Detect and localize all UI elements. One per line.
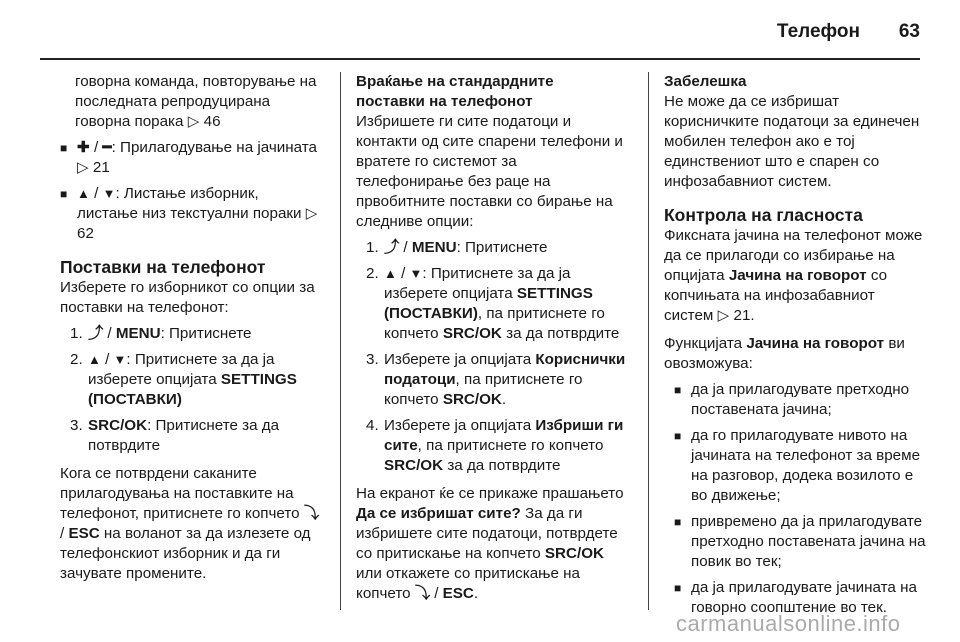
down-arrow-icon: ▼ [409,266,423,281]
page-ref-icon: ▷ [717,307,730,324]
bullet-icon: ■ [60,187,68,201]
column-right [664,72,926,618]
up-arrow-icon: ▲ [384,266,397,281]
list-item: ■ да го прилагодувате нивото на јачината на телефонот за време на разговор, додека возилото е во движење; [674,427,921,504]
paragraph: Изберете го изборникот со опции за поставки на телефонот: [60,279,315,316]
page-ref-icon: ▷ [305,205,318,222]
hang-up-icon: ⤵ [303,505,320,522]
page-number: 63 [898,21,920,42]
bullet-icon: ■ [674,515,682,529]
list-item: 3. SRC/OK: Притиснете за да потврдите [70,417,280,454]
column-left [60,72,322,584]
page-ref-icon: ▷ [187,113,200,130]
column-middle [356,72,626,604]
list-item: ■ да ја прилагодувате претходно поставената јачина; [674,381,910,418]
note-title: Забелешка [664,73,747,90]
phone-icon: ⤴ [88,325,104,342]
paragraph: Функцијата Јачина на говорот ви овозможува: [664,335,905,372]
bullet-icon: ■ [674,383,682,397]
list-item: ■ ✚ / ━: Прилагодување на јачината ▷ 21 [60,139,317,176]
section-heading: Контрола на гласноста [664,205,863,225]
paragraph: говорна команда, повторување на последната репродуцирана говорна порака ▷ 46 [75,73,317,130]
list-item: 3. Изберете ја опцијата Кориснички податоци, па притиснете го копчето SRC/OK. [366,351,626,408]
bullet-icon: ■ [674,581,682,595]
plus-icon: ✚ [77,139,90,156]
list-item: 1. ⤴ / MENU: Притиснете [70,325,252,342]
hang-up-icon: ⤵ [414,585,430,602]
page-ref-icon: ▷ [77,159,89,176]
section-heading: Поставки на телефонот [60,257,266,277]
paragraph: На екранот ќе се прикаже прашањето Да се избришат сите? За да ги избришете сите податоци, потврдете со притискање на копчето SRC/OK или откажете со притискање на копчето ⤵ / ESC. [356,485,624,602]
header-divider [40,58,920,60]
list-item: 2. ▲ / ▼: Притиснете за да ја изберете опцијата SETTINGS (ПОСТАВКИ), па притиснете го копчето SRC/OK за да потврдите [366,265,620,342]
up-arrow-icon: ▲ [77,186,90,201]
list-item: ■ ▲ / ▼: Листање изборник, листање низ текстуални пораки ▷ 62 [60,185,318,242]
list-item: 4. Изберете ја опцијата Избриши ги сите, па притиснете го копчето SRC/OK за да потврдите [366,417,624,474]
paragraph: Кога се потврдени саканите прилагодувања на поставките на телефонот, притиснете го копчето ⤵ / ESC на воланот за да излезете од телефонскиот изборник и да ги зачувате промените. [60,465,320,582]
note-text: Не може да се избришат корисничките податоци за единечен мобилен телефон ако е тој единствениот што е спарен со инфозабавниот систем. [664,93,920,190]
paragraph: Избришете ги сите податоци и контакти од сите спарени телефони и вратете го системот за телефонирање без раце на првобитните поставки со бирање на следниве опции: [356,113,623,230]
page-title: Телефон [776,21,860,42]
paragraph: Фиксната јачина на телефонот може да се прилагоди со избирање на опцијата Јачина на говорот со копчињата на инфозабавниот систем ▷ 21. [664,227,923,324]
column-divider [648,72,649,610]
down-arrow-icon: ▼ [113,352,127,367]
subsection-heading: Враќање на стандардните поставки на телефонот [356,73,554,110]
column-divider [340,72,341,610]
bullet-icon: ■ [674,429,682,443]
phone-icon: ⤴ [384,239,400,256]
watermark: carmanualsonline.info [676,611,901,636]
list-item: 1. ⤴ / MENU: Притиснете [366,239,548,256]
up-arrow-icon: ▲ [88,352,101,367]
list-item: ■ да ја прилагодувате јачината на говорно соопштение во тек. [674,579,917,616]
down-arrow-icon: ▼ [102,186,116,201]
list-item: ■ привремено да ја прилагодувате претходно поставената јачина на повик во тек; [674,513,926,570]
list-item: 2. ▲ / ▼: Притиснете за да ја изберете опцијата SETTINGS (ПОСТАВКИ) [70,351,297,408]
minus-icon: ━ [102,139,112,156]
bullet-icon: ■ [60,141,68,155]
